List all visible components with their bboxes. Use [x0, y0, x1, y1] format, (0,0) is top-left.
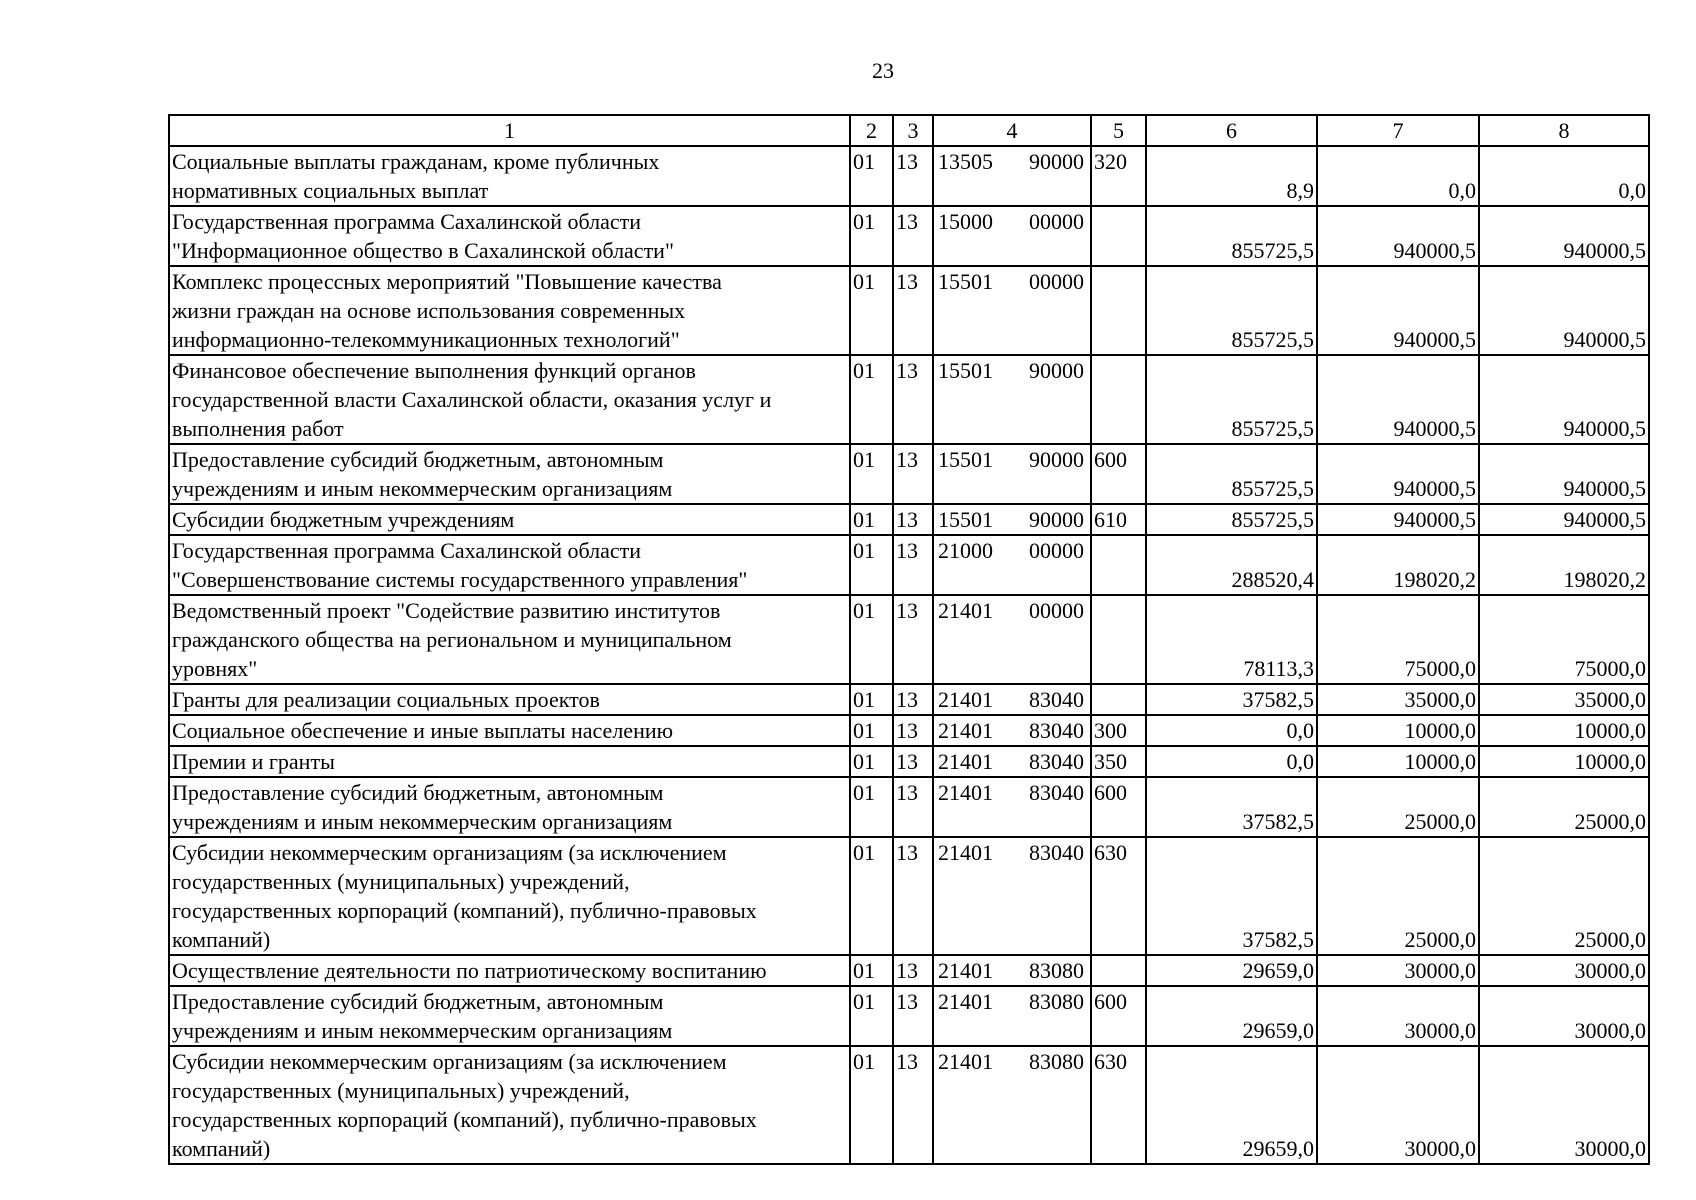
row-section-code: 01 [850, 746, 893, 777]
table-row [169, 715, 1649, 746]
row-amount-col6: 29659,0 [1146, 986, 1317, 1046]
row-amount-col6: 0,0 [1146, 715, 1317, 746]
row-amount-col6: 855725,5 [1146, 444, 1317, 504]
target-article-program-code: 15501 [938, 269, 993, 294]
table-row [169, 444, 1649, 504]
target-article-program-code: 21401 [938, 840, 993, 865]
row-section-code: 01 [850, 146, 893, 206]
row-section-code: 01 [850, 535, 893, 595]
column-header: 4 [933, 115, 1091, 146]
column-number-row [169, 115, 1649, 146]
row-target-article [933, 837, 1091, 955]
row-expense-type [1091, 595, 1146, 684]
row-amount-col6: 29659,0 [1146, 1046, 1317, 1164]
row-subsection-code: 13 [893, 715, 933, 746]
row-expense-type [1091, 355, 1146, 444]
target-article-program-code: 21401 [938, 749, 993, 774]
row-subsection-code: 13 [893, 535, 933, 595]
row-expense-type: 600 [1091, 777, 1146, 837]
target-article-direction-code: 83040 [1029, 718, 1084, 743]
row-expense-type [1091, 206, 1146, 266]
row-subsection-code: 13 [893, 684, 933, 715]
target-article-direction-code: 00000 [1029, 209, 1084, 234]
row-section-code: 01 [850, 206, 893, 266]
row-expense-type [1091, 684, 1146, 715]
row-amount-col6: 37582,5 [1146, 777, 1317, 837]
table-row [169, 146, 1649, 206]
table-row [169, 684, 1649, 715]
column-header: 8 [1479, 115, 1649, 146]
table-row [169, 206, 1649, 266]
target-article-program-code: 21401 [938, 958, 993, 983]
row-name: Комплекс процессных мероприятий "Повышение качества жизни граждан на основе использования современных информационно-телекоммуникационных технологий" [169, 266, 850, 355]
row-subsection-code: 13 [893, 444, 933, 504]
row-amount-col7: 75000,0 [1317, 595, 1479, 684]
row-amount-col6: 78113,3 [1146, 595, 1317, 684]
row-subsection-code: 13 [893, 955, 933, 986]
row-name: Предоставление субсидий бюджетным, автономным учреждениям и иным некоммерческим организациям [169, 986, 850, 1046]
table-row [169, 355, 1649, 444]
row-amount-col8: 940000,5 [1479, 206, 1649, 266]
column-header: 5 [1091, 115, 1146, 146]
target-article-direction-code: 83080 [1029, 989, 1084, 1014]
row-amount-col6: 0,0 [1146, 746, 1317, 777]
row-name: Социальные выплаты гражданам, кроме публичных нормативных социальных выплат [169, 146, 850, 206]
table-row [169, 955, 1649, 986]
row-subsection-code: 13 [893, 355, 933, 444]
target-article-program-code: 21000 [938, 538, 993, 563]
column-header: 6 [1146, 115, 1317, 146]
table-row [169, 595, 1649, 684]
row-expense-type: 320 [1091, 146, 1146, 206]
row-subsection-code: 13 [893, 504, 933, 535]
row-amount-col8: 940000,5 [1479, 504, 1649, 535]
row-amount-col7: 10000,0 [1317, 715, 1479, 746]
row-amount-col8: 10000,0 [1479, 746, 1649, 777]
row-name: Предоставление субсидий бюджетным, автономным учреждениям и иным некоммерческим организациям [169, 777, 850, 837]
target-article-direction-code: 83080 [1029, 1049, 1084, 1074]
row-section-code: 01 [850, 986, 893, 1046]
row-amount-col7: 940000,5 [1317, 206, 1479, 266]
target-article-direction-code: 83040 [1029, 749, 1084, 774]
row-subsection-code: 13 [893, 986, 933, 1046]
target-article-direction-code: 83080 [1029, 958, 1084, 983]
target-article-direction-code: 90000 [1029, 358, 1084, 383]
row-name: Субсидии некоммерческим организациям (за исключением государственных (муниципальных) учреждений, государственных корпораций (компаний), публично-правовых компаний) [169, 837, 850, 955]
row-amount-col6: 855725,5 [1146, 504, 1317, 535]
row-name: Предоставление субсидий бюджетным, автономным учреждениям и иным некоммерческим организациям [169, 444, 850, 504]
table-row [169, 837, 1649, 955]
row-target-article [933, 1046, 1091, 1164]
row-amount-col8: 198020,2 [1479, 535, 1649, 595]
row-amount-col8: 35000,0 [1479, 684, 1649, 715]
row-subsection-code: 13 [893, 266, 933, 355]
target-article-program-code: 21401 [938, 718, 993, 743]
row-amount-col8: 940000,5 [1479, 444, 1649, 504]
row-amount-col8: 30000,0 [1479, 955, 1649, 986]
row-target-article [933, 444, 1091, 504]
row-expense-type: 600 [1091, 986, 1146, 1046]
row-section-code: 01 [850, 355, 893, 444]
row-amount-col8: 940000,5 [1479, 355, 1649, 444]
row-amount-col6: 29659,0 [1146, 955, 1317, 986]
row-name: Государственная программа Сахалинской области "Информационное общество в Сахалинской области" [169, 206, 850, 266]
target-article-direction-code: 00000 [1029, 538, 1084, 563]
row-expense-type: 300 [1091, 715, 1146, 746]
row-target-article [933, 955, 1091, 986]
target-article-direction-code: 83040 [1029, 840, 1084, 865]
row-target-article [933, 146, 1091, 206]
table-row [169, 746, 1649, 777]
row-subsection-code: 13 [893, 746, 933, 777]
row-expense-type: 600 [1091, 444, 1146, 504]
row-amount-col7: 10000,0 [1317, 746, 1479, 777]
row-target-article [933, 504, 1091, 535]
row-expense-type: 350 [1091, 746, 1146, 777]
row-amount-col7: 35000,0 [1317, 684, 1479, 715]
row-target-article [933, 777, 1091, 837]
row-amount-col8: 30000,0 [1479, 1046, 1649, 1164]
column-header: 3 [893, 115, 933, 146]
target-article-program-code: 15501 [938, 447, 993, 472]
row-expense-type [1091, 955, 1146, 986]
row-subsection-code: 13 [893, 1046, 933, 1164]
row-target-article [933, 266, 1091, 355]
row-name: Финансовое обеспечение выполнения функций органов государственной власти Сахалинской области, оказания услуг и выполнения работ [169, 355, 850, 444]
target-article-program-code: 15000 [938, 209, 993, 234]
target-article-direction-code: 90000 [1029, 507, 1084, 532]
row-section-code: 01 [850, 684, 893, 715]
target-article-direction-code: 00000 [1029, 269, 1084, 294]
row-subsection-code: 13 [893, 777, 933, 837]
row-name: Социальное обеспечение и иные выплаты населению [169, 715, 850, 746]
row-name: Субсидии некоммерческим организациям (за исключением государственных (муниципальных) учреждений, государственных корпораций (компаний), публично-правовых компаний) [169, 1046, 850, 1164]
row-amount-col8: 30000,0 [1479, 986, 1649, 1046]
row-amount-col7: 30000,0 [1317, 1046, 1479, 1164]
row-amount-col8: 25000,0 [1479, 837, 1649, 955]
row-amount-col7: 25000,0 [1317, 837, 1479, 955]
row-amount-col6: 855725,5 [1146, 355, 1317, 444]
table-row [169, 1046, 1649, 1164]
row-expense-type [1091, 266, 1146, 355]
row-name: Государственная программа Сахалинской области "Совершенствование системы государственного управления" [169, 535, 850, 595]
row-target-article [933, 206, 1091, 266]
row-amount-col6: 37582,5 [1146, 837, 1317, 955]
column-header: 7 [1317, 115, 1479, 146]
row-amount-col7: 940000,5 [1317, 504, 1479, 535]
row-name: Осуществление деятельности по патриотическому воспитанию [169, 955, 850, 986]
row-amount-col7: 0,0 [1317, 146, 1479, 206]
row-amount-col8: 75000,0 [1479, 595, 1649, 684]
row-target-article [933, 535, 1091, 595]
target-article-direction-code: 83040 [1029, 687, 1084, 712]
target-article-program-code: 21401 [938, 780, 993, 805]
row-amount-col7: 30000,0 [1317, 986, 1479, 1046]
table-row [169, 535, 1649, 595]
row-amount-col6: 855725,5 [1146, 206, 1317, 266]
row-expense-type: 630 [1091, 837, 1146, 955]
row-subsection-code: 13 [893, 595, 933, 684]
row-amount-col6: 288520,4 [1146, 535, 1317, 595]
row-section-code: 01 [850, 715, 893, 746]
row-section-code: 01 [850, 444, 893, 504]
row-amount-col6: 855725,5 [1146, 266, 1317, 355]
row-amount-col7: 940000,5 [1317, 355, 1479, 444]
row-name: Гранты для реализации социальных проектов [169, 684, 850, 715]
row-expense-type [1091, 535, 1146, 595]
row-amount-col8: 10000,0 [1479, 715, 1649, 746]
row-section-code: 01 [850, 595, 893, 684]
row-name: Субсидии бюджетным учреждениям [169, 504, 850, 535]
target-article-direction-code: 90000 [1029, 149, 1084, 174]
row-target-article [933, 986, 1091, 1046]
target-article-program-code: 15501 [938, 358, 993, 383]
target-article-direction-code: 83040 [1029, 780, 1084, 805]
page-number: 23 [872, 58, 894, 83]
row-subsection-code: 13 [893, 206, 933, 266]
table-row [169, 777, 1649, 837]
table-row [169, 266, 1649, 355]
target-article-program-code: 15501 [938, 507, 993, 532]
row-section-code: 01 [850, 504, 893, 535]
row-subsection-code: 13 [893, 837, 933, 955]
row-expense-type: 630 [1091, 1046, 1146, 1164]
target-article-program-code: 21401 [938, 598, 993, 623]
row-target-article [933, 595, 1091, 684]
row-amount-col7: 25000,0 [1317, 777, 1479, 837]
target-article-program-code: 21401 [938, 687, 993, 712]
row-target-article [933, 715, 1091, 746]
row-amount-col7: 940000,5 [1317, 266, 1479, 355]
row-amount-col8: 940000,5 [1479, 266, 1649, 355]
row-amount-col7: 198020,2 [1317, 535, 1479, 595]
row-section-code: 01 [850, 955, 893, 986]
row-amount-col8: 0,0 [1479, 146, 1649, 206]
row-target-article [933, 684, 1091, 715]
table-row [169, 504, 1649, 535]
table-row [169, 986, 1649, 1046]
target-article-program-code: 21401 [938, 989, 993, 1014]
column-header: 2 [850, 115, 893, 146]
row-amount-col7: 30000,0 [1317, 955, 1479, 986]
row-amount-col8: 25000,0 [1479, 777, 1649, 837]
target-article-direction-code: 00000 [1029, 598, 1084, 623]
row-expense-type: 610 [1091, 504, 1146, 535]
row-target-article [933, 746, 1091, 777]
row-section-code: 01 [850, 266, 893, 355]
target-article-program-code: 21401 [938, 1049, 993, 1074]
row-amount-col6: 37582,5 [1146, 684, 1317, 715]
target-article-program-code: 13505 [938, 149, 993, 174]
row-name: Ведомственный проект "Содействие развитию институтов гражданского общества на региональном и муниципальном уровнях" [169, 595, 850, 684]
row-subsection-code: 13 [893, 146, 933, 206]
row-section-code: 01 [850, 777, 893, 837]
row-amount-col7: 940000,5 [1317, 444, 1479, 504]
row-target-article [933, 355, 1091, 444]
budget-table [168, 114, 1650, 1165]
row-name: Премии и гранты [169, 746, 850, 777]
column-header: 1 [169, 115, 850, 146]
row-section-code: 01 [850, 1046, 893, 1164]
row-amount-col6: 8,9 [1146, 146, 1317, 206]
target-article-direction-code: 90000 [1029, 447, 1084, 472]
row-section-code: 01 [850, 837, 893, 955]
